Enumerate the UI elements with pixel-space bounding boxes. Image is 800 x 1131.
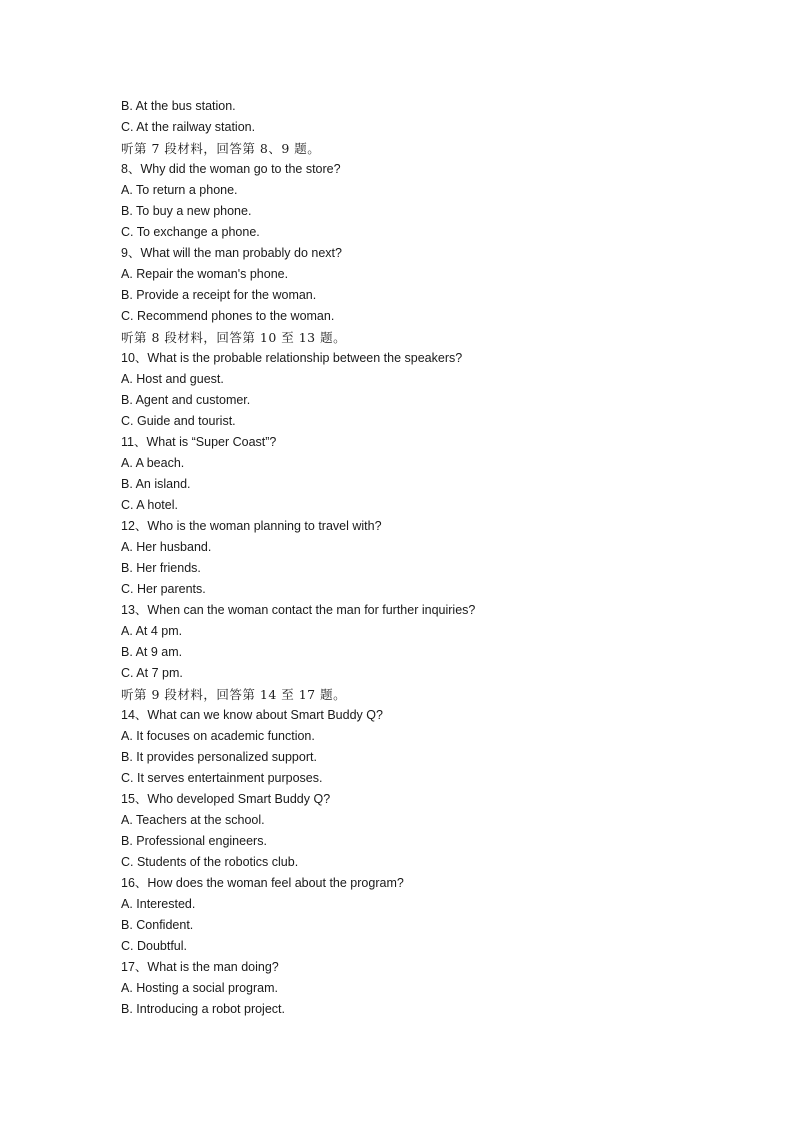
section-instruction: 听第 7 段材料，回答第 8、9 题。 — [121, 141, 321, 156]
question-text: 9、What will the man probably do next? — [121, 246, 342, 260]
question-text: 12、Who is the woman planning to travel with? — [121, 519, 382, 533]
answer-option: A. Her husband. — [121, 540, 212, 554]
answer-option: C. It serves entertainment purposes. — [121, 771, 323, 785]
answer-option: A. Repair the woman's phone. — [121, 267, 289, 281]
answer-option: B. Provide a receipt for the woman. — [121, 288, 317, 302]
question-text: 16、How does the woman feel about the program? — [121, 876, 404, 890]
answer-option: C. Recommend phones to the woman. — [121, 309, 335, 323]
answer-option: B. At the bus station. — [121, 99, 236, 113]
answer-option: A. A beach. — [121, 456, 185, 470]
answer-option: C. Her parents. — [121, 582, 206, 596]
answer-option: A. It focuses on academic function. — [121, 729, 315, 743]
answer-option: A. Hosting a social program. — [121, 981, 279, 995]
answer-option: B. Her friends. — [121, 561, 201, 575]
question-text: 10、What is the probable relationship between the speakers? — [121, 351, 463, 365]
answer-option: B. To buy a new phone. — [121, 204, 252, 218]
answer-option: C. Students of the robotics club. — [121, 855, 299, 869]
section-instruction: 听第 9 段材料，回答第 14 至 17 题。 — [121, 687, 347, 702]
answer-option: A. Interested. — [121, 897, 196, 911]
question-text: 17、What is the man doing? — [121, 960, 279, 974]
answer-option: A. Teachers at the school. — [121, 813, 265, 827]
question-text: 14、What can we know about Smart Buddy Q? — [121, 708, 383, 722]
answer-option: B. Professional engineers. — [121, 834, 267, 848]
answer-option: C. At the railway station. — [121, 120, 256, 134]
answer-option: C. At 7 pm. — [121, 666, 183, 680]
question-text: 8、Why did the woman go to the store? — [121, 162, 341, 176]
question-text: 13、When can the woman contact the man for further inquiries? — [121, 603, 476, 617]
section-instruction: 听第 8 段材料，回答第 10 至 13 题。 — [121, 330, 347, 345]
question-text: 15、Who developed Smart Buddy Q? — [121, 792, 331, 806]
document-content — [121, 96, 761, 1020]
answer-option: A. To return a phone. — [121, 183, 238, 197]
answer-option: B. Agent and customer. — [121, 393, 251, 407]
answer-option: B. Confident. — [121, 918, 194, 932]
answer-option: C. A hotel. — [121, 498, 178, 512]
answer-option: C. Guide and tourist. — [121, 414, 236, 428]
answer-option: C. To exchange a phone. — [121, 225, 260, 239]
answer-option: B. It provides personalized support. — [121, 750, 317, 764]
answer-option: A. At 4 pm. — [121, 624, 183, 638]
answer-option: B. At 9 am. — [121, 645, 183, 659]
answer-option: B. Introducing a robot project. — [121, 1002, 285, 1016]
question-text: 11、What is “Super Coast”? — [121, 435, 277, 449]
answer-option: C. Doubtful. — [121, 939, 188, 953]
answer-option: A. Host and guest. — [121, 372, 224, 386]
answer-option: B. An island. — [121, 477, 191, 491]
